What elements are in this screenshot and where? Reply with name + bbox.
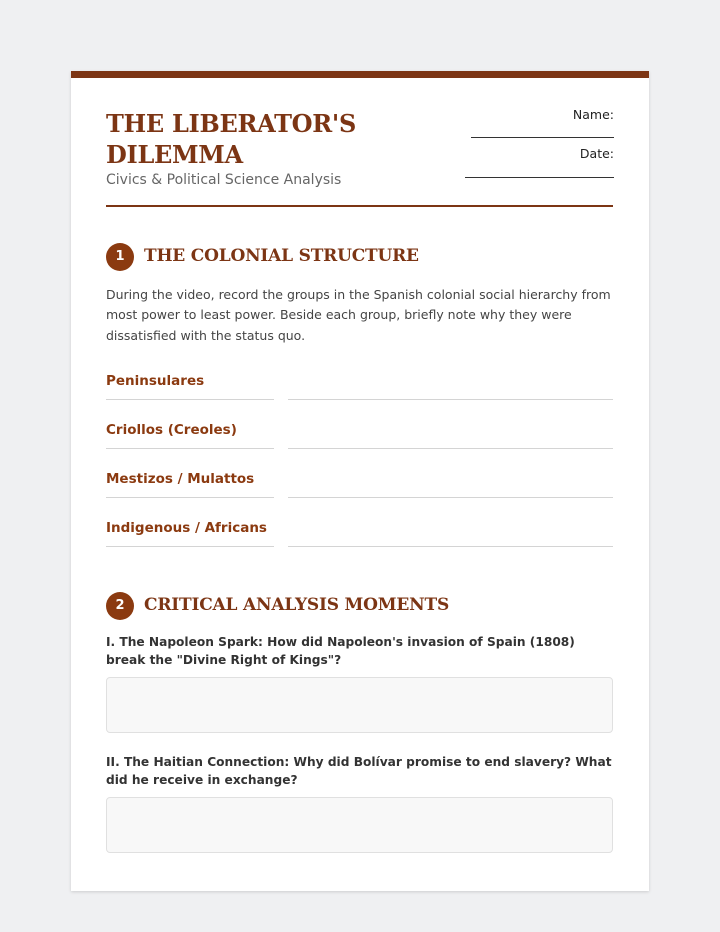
name-field[interactable] [471, 137, 614, 138]
date-label: Date: [579, 146, 614, 161]
group-note-field[interactable] [288, 448, 613, 449]
section-2-title: CRITICAL ANALYSIS MOMENTS [144, 595, 450, 615]
worksheet-page [71, 71, 649, 891]
group-note-field[interactable] [288, 399, 613, 400]
title-divider [106, 205, 613, 207]
group-note-field[interactable] [288, 546, 613, 547]
name-label: Name: [572, 107, 614, 122]
section-1-number-badge: 1 [106, 243, 134, 271]
group-label-indigenous: Indigenous / Africans [106, 520, 267, 536]
worksheet-title: THE LIBERATOR'S DILEMMA [106, 109, 357, 169]
section-1-title: THE COLONIAL STRUCTURE [144, 246, 419, 266]
question-napoleon-spark: I. The Napoleon Spark: How did Napoleon's invasion of Spain (1808) break the "Divine Right of Kings"? [106, 635, 575, 667]
answer-box-haitian-connection[interactable] [106, 797, 613, 853]
question-haitian-connection: II. The Haitian Connection: Why did Bolívar promise to end slavery? What did he receive in exchange? [106, 755, 612, 787]
section-2-number-badge: 2 [106, 592, 134, 620]
group-divider [106, 399, 274, 400]
group-label-criollos: Criollos (Creoles) [106, 422, 237, 438]
worksheet-subtitle: Civics & Political Science Analysis [106, 172, 342, 188]
section-1-instructions: During the video, record the groups in the Spanish colonial social hierarchy from most power to least power. Beside each group, briefly note why they were dissatisfied with the status quo. [106, 287, 611, 343]
group-label-mestizos: Mestizos / Mulattos [106, 471, 255, 487]
group-note-field[interactable] [288, 497, 613, 498]
group-label-peninsulares: Peninsulares [106, 373, 205, 389]
date-field[interactable] [465, 177, 614, 178]
group-divider [106, 546, 274, 547]
group-divider [106, 497, 274, 498]
answer-box-napoleon-spark[interactable] [106, 677, 613, 733]
group-divider [106, 448, 274, 449]
